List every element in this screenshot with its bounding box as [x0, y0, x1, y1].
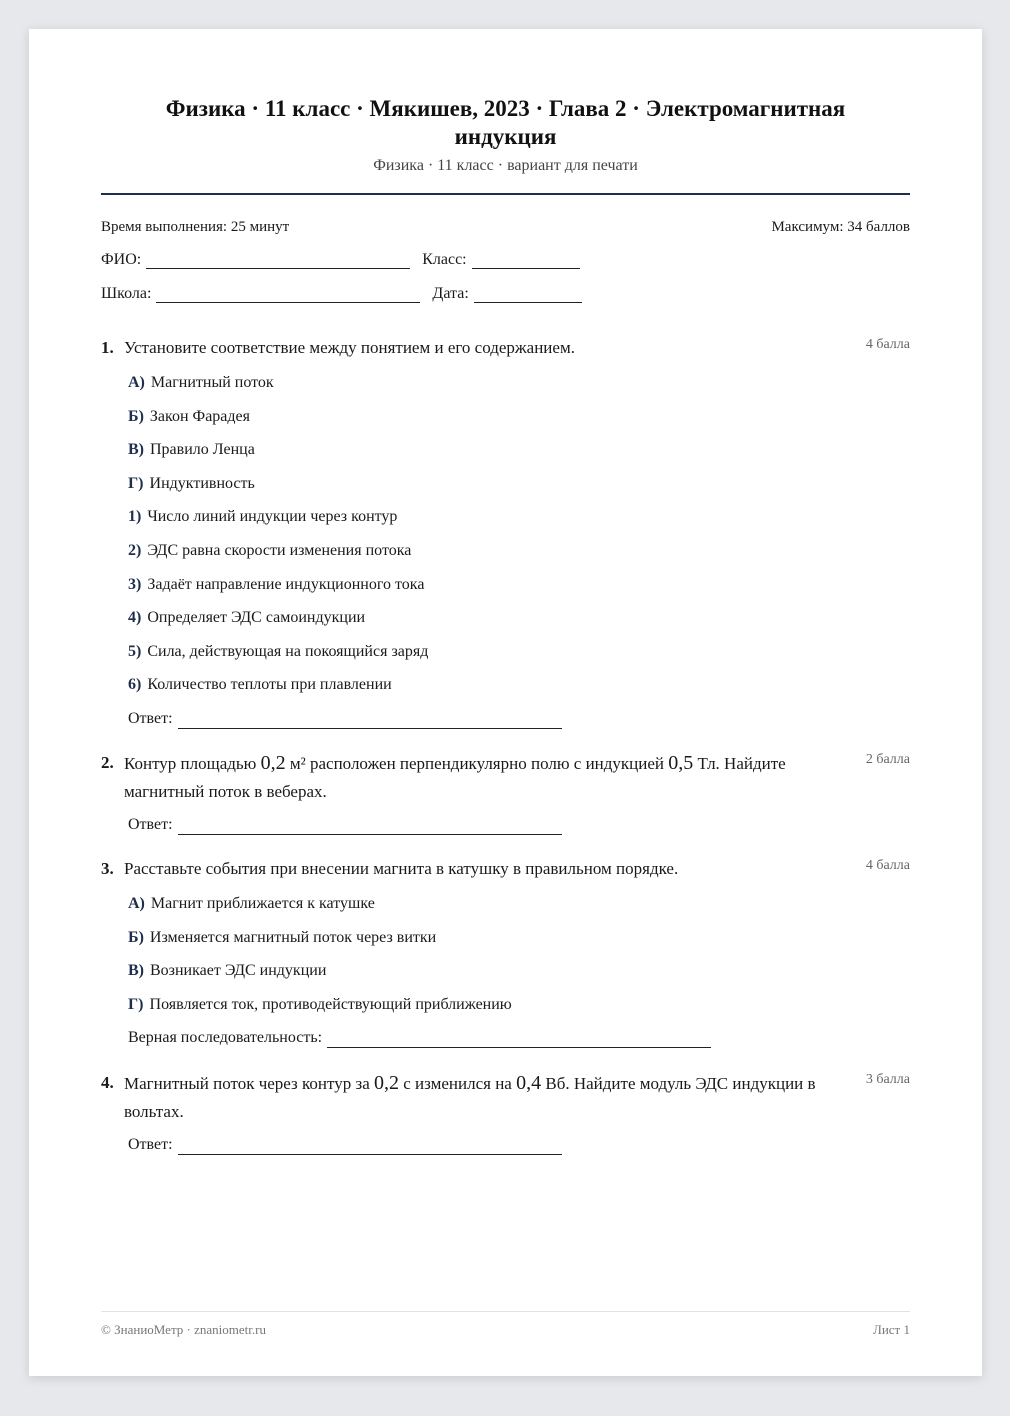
answer-field[interactable]	[178, 715, 562, 729]
school-date-row	[101, 285, 594, 303]
question-text: Контур площадью 0,2 м² расположен перпендикулярно полю с индукцией 0,5 Тл. Найдите магнитный поток в веберах.	[124, 752, 786, 801]
header-divider	[101, 193, 910, 195]
question-number: 1.	[101, 338, 114, 357]
option-item: Б) Изменяется магнитный поток через витки	[128, 928, 437, 946]
option-item: Г) Появляется ток, противодействующий приближению	[128, 995, 512, 1013]
answer-label: Ответ:	[128, 1136, 173, 1153]
answer-row	[101, 709, 910, 729]
school-label: Школа:	[101, 285, 152, 302]
answer-field[interactable]	[178, 1141, 562, 1155]
option-item: 6) Количество теплоты при плавлении	[128, 676, 392, 694]
question-2	[101, 749, 910, 835]
question-4	[101, 1069, 910, 1155]
fio-field[interactable]	[146, 254, 410, 269]
fio-class-row	[101, 251, 592, 269]
date-label: Дата:	[432, 285, 469, 302]
max-score: Максимум: 34 баллов	[771, 219, 910, 235]
question-points: 2 балла	[865, 752, 910, 767]
answer-label: Верная последовательность:	[128, 1029, 323, 1047]
question-number: 4.	[101, 1073, 114, 1092]
answer-field[interactable]	[178, 821, 562, 835]
date-field[interactable]	[474, 288, 582, 303]
option-item: Г) Индуктивность	[128, 474, 255, 492]
question-number: 2.	[101, 753, 114, 772]
school-field[interactable]	[156, 288, 420, 303]
class-label: Класс:	[422, 251, 467, 268]
question-points: 4 балла	[865, 858, 910, 873]
option-item: 5) Сила, действующая на покоящийся заряд	[128, 642, 429, 660]
question-text: Магнитный поток через контур за 0,2 с изменился на 0,4 Вб. Найдите модуль ЭДС индукции в вольтах.	[124, 1072, 816, 1121]
option-item: А) Магнитный поток	[128, 374, 274, 391]
option-item: 4) Определяет ЭДС самоиндукции	[128, 609, 366, 627]
option-item: 3) Задаёт направление индукционного тока	[128, 575, 425, 593]
page-title: Физика · 11 класс · Мякишев, 2023 · Глава 2 · Электромагнитная индукция	[165, 96, 846, 149]
option-item: А) Магнит приближается к катушке	[128, 895, 375, 912]
answer-label: Ответ:	[128, 816, 173, 833]
option-item: Б) Закон Фарадея	[128, 407, 250, 425]
option-item: 1) Число линий индукции через контур	[128, 508, 398, 526]
class-field[interactable]	[472, 254, 580, 269]
question-number: 3.	[101, 859, 114, 878]
answer-row	[101, 815, 910, 835]
question-points: 3 балла	[865, 1072, 910, 1087]
option-item: 2) ЭДС равна скорости изменения потока	[128, 541, 412, 559]
footer-divider	[101, 1311, 910, 1312]
question-1	[101, 334, 910, 729]
fio-label: ФИО:	[101, 251, 142, 268]
answer-row	[101, 1135, 910, 1155]
worksheet-page	[29, 29, 982, 1376]
option-item: В) Правило Ленца	[128, 441, 255, 459]
page-subtitle: Физика · 11 класс · вариант для печати	[373, 157, 638, 174]
option-item: В) Возникает ЭДС индукции	[128, 962, 327, 980]
question-3	[101, 855, 910, 1048]
question-text: Расставьте события при внесении магнита в катушку в правильном порядке.	[124, 859, 679, 878]
footer-sheet-number: Лист 1	[873, 1322, 910, 1337]
question-text: Установите соответствие между понятием и его содержанием.	[124, 338, 575, 357]
answer-row	[101, 1028, 910, 1048]
answer-label: Ответ:	[128, 709, 173, 727]
question-points: 4 балла	[865, 337, 910, 352]
footer-copyright: © ЗнаниоМетр · znaniometr.ru	[101, 1322, 266, 1337]
answer-field[interactable]	[327, 1034, 711, 1048]
time-limit: Время выполнения: 25 минут	[101, 219, 290, 235]
